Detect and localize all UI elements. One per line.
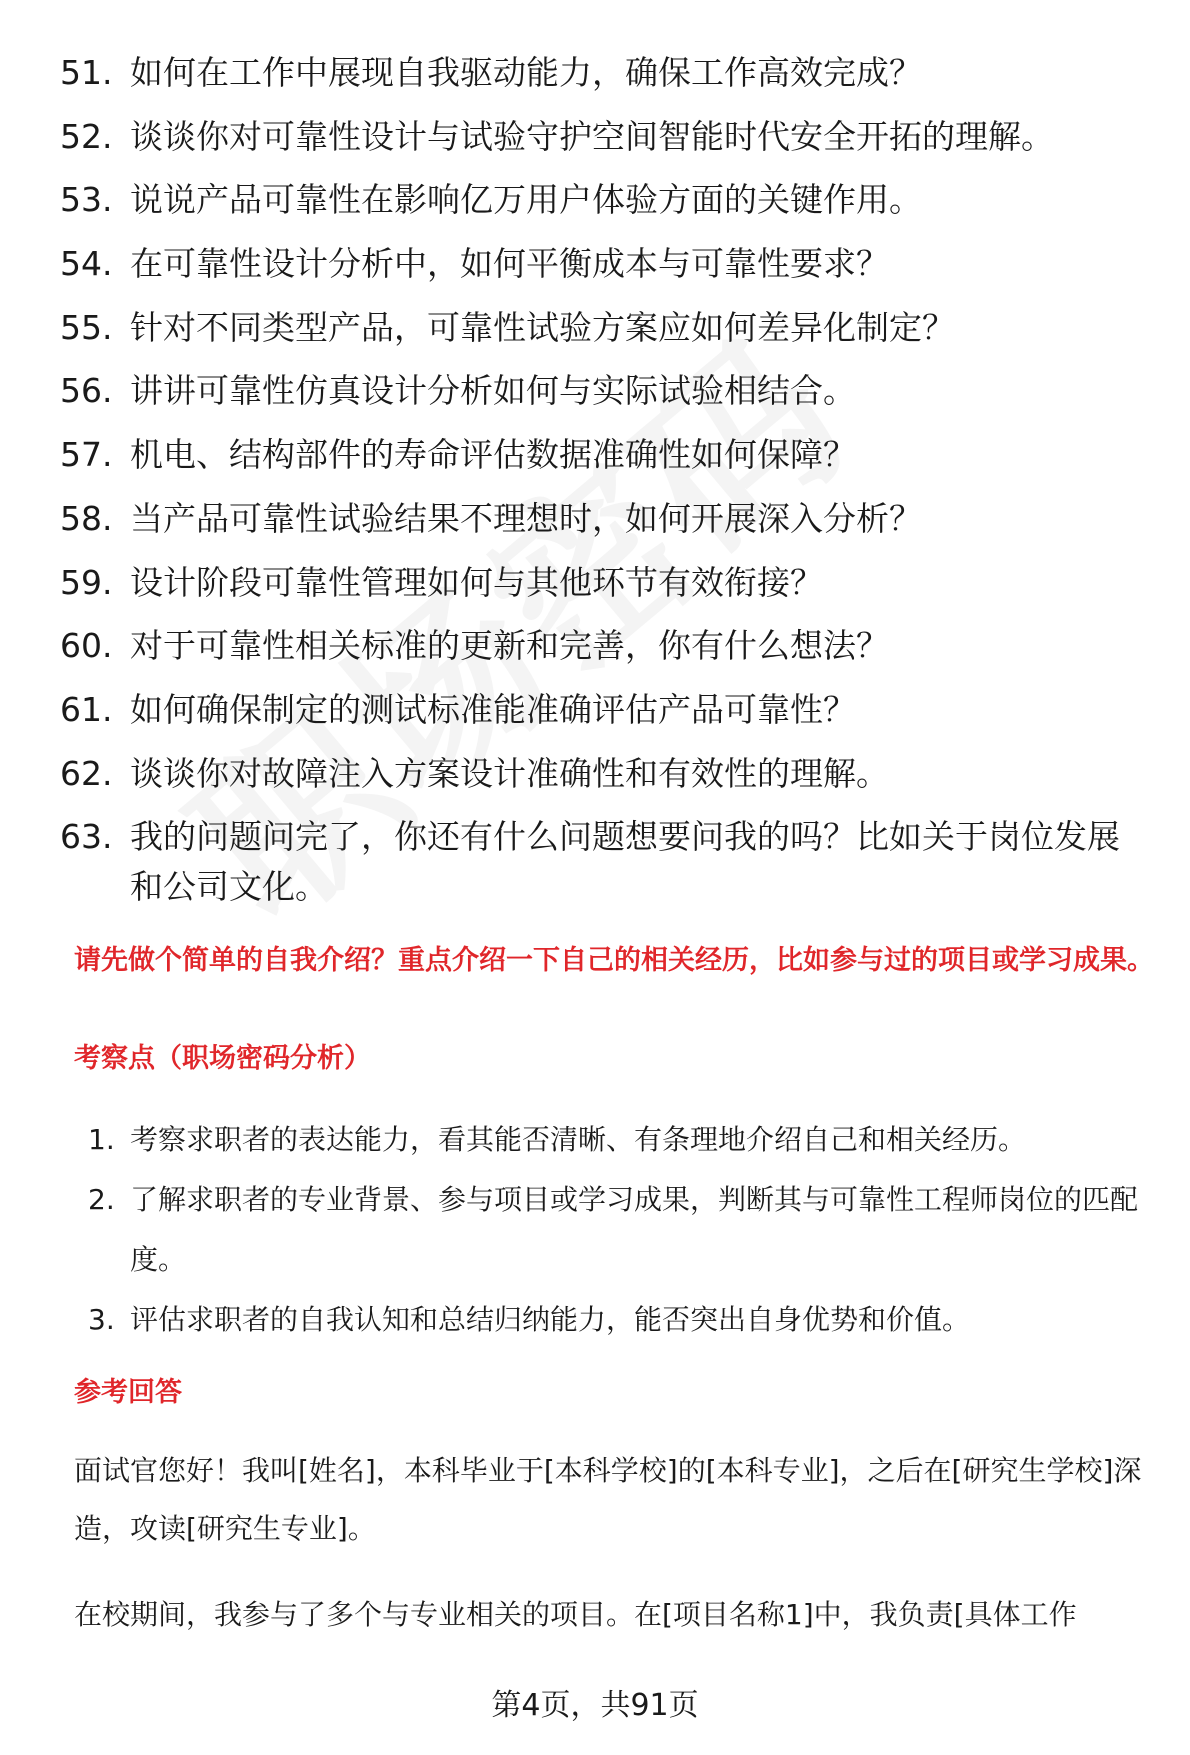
question-item xyxy=(60,685,1150,735)
question-number: 51. xyxy=(60,53,113,92)
question-item xyxy=(60,812,1150,912)
assessment-number: 3. xyxy=(88,1303,115,1336)
question-text: 对于可靠性相关标准的更新和完善，你有什么想法？ xyxy=(130,626,889,666)
intro-question-heading: 请先做个简单的自我介绍？重点介绍一下自己的相关经历，比如参与过的项目或学习成果。 xyxy=(74,945,1154,976)
assessment-number: 1. xyxy=(88,1123,115,1156)
question-text: 谈谈你对故障注入方案设计准确性和有效性的理解。 xyxy=(130,753,889,793)
answer-paragraph: 在校期间，我参与了多个与专业相关的项目。在[项目名称1]中，我负责[具体工作 xyxy=(74,1598,1077,1631)
assessment-item xyxy=(88,1170,1158,1290)
assessment-text: 考察求职者的表达能力，看其能否清晰、有条理地介绍自己和相关经历。 xyxy=(130,1123,1027,1156)
question-number: 56. xyxy=(60,371,113,411)
question-number: 55. xyxy=(60,307,113,347)
question-item xyxy=(60,175,1150,225)
question-item xyxy=(60,112,1150,162)
question-item xyxy=(60,239,1150,289)
question-text: 如何确保制定的测试标准能准确评估产品可靠性？ xyxy=(130,689,856,729)
question-text: 谈谈你对可靠性设计与试验守护空间智能时代安全开拓的理解。 xyxy=(130,116,1054,156)
question-text: 机电、结构部件的寿命评估数据准确性如何保障？ xyxy=(130,435,856,475)
assessment-text: 了解求职者的专业背景、参与项目或学习成果，判断其与可靠性工程师岗位的匹配度。 xyxy=(130,1183,1139,1276)
question-number: 52. xyxy=(60,116,113,156)
question-item xyxy=(60,494,1150,544)
question-text: 讲讲可靠性仿真设计分析如何与实际试验相结合。 xyxy=(130,371,856,411)
assessment-text: 评估求职者的自我认知和总结归纳能力，能否突出自身优势和价值。 xyxy=(130,1303,971,1336)
question-item xyxy=(60,749,1150,799)
question-list xyxy=(60,48,1150,926)
question-number: 57. xyxy=(60,435,113,475)
assessment-list xyxy=(88,1110,1158,1350)
question-text: 我的问题问完了，你还有什么问题想要问我的吗？比如关于岗位发展和公司文化。 xyxy=(130,817,1120,907)
question-number: 54. xyxy=(60,244,113,284)
question-item xyxy=(60,366,1150,416)
question-item xyxy=(60,48,1150,98)
question-item xyxy=(60,558,1150,608)
question-item xyxy=(60,621,1150,671)
answer-paragraph: 面试官您好！我叫[姓名]，本科毕业于[本科学校]的[本科专业]，之后在[研究生学校]深造，攻读[研究生专业]。 xyxy=(74,1454,1142,1545)
question-number: 53. xyxy=(60,180,113,220)
question-text: 在可靠性设计分析中，如何平衡成本与可靠性要求？ xyxy=(130,244,889,284)
question-text: 如何在工作中展现自我驱动能力，确保工作高效完成？ xyxy=(130,53,922,92)
question-number: 58. xyxy=(60,498,113,538)
question-item xyxy=(60,430,1150,480)
question-number: 63. xyxy=(60,817,113,857)
question-text: 说说产品可靠性在影响亿万用户体验方面的关键作用。 xyxy=(130,180,922,220)
question-text: 设计阶段可靠性管理如何与其他环节有效衔接？ xyxy=(130,562,823,602)
question-number: 59. xyxy=(60,562,113,602)
assessment-item xyxy=(88,1290,1158,1350)
assessment-number: 2. xyxy=(88,1183,115,1216)
question-number: 62. xyxy=(60,753,113,793)
question-item xyxy=(60,303,1150,353)
question-number: 60. xyxy=(60,626,113,666)
reference-heading: 参考回答 xyxy=(74,1377,182,1408)
question-text: 当产品可靠性试验结果不理想时，如何开展深入分析？ xyxy=(130,498,922,538)
assessment-heading: 考察点（职场密码分析） xyxy=(74,1043,371,1074)
assessment-item xyxy=(88,1110,1158,1170)
question-text: 针对不同类型产品，可靠性试验方案应如何差异化制定？ xyxy=(130,307,955,347)
page-footer: 第4页，共91页 xyxy=(491,1688,699,1723)
question-number: 61. xyxy=(60,689,113,729)
